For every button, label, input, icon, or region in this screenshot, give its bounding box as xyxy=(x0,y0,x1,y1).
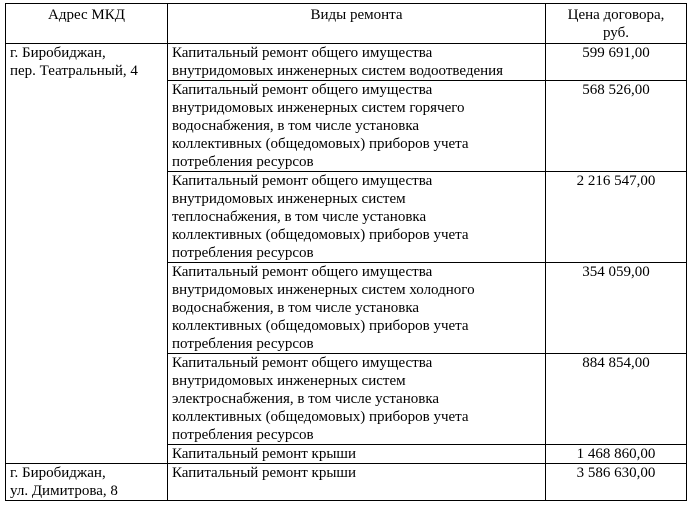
address-cell xyxy=(6,464,168,501)
repair-type-line: потребления ресурсов xyxy=(172,427,314,443)
repair-type-line: водоснабжения, в том числе установка xyxy=(172,300,420,316)
price-cell: 354 059,00 xyxy=(546,263,687,354)
repair-type-line: внутридомовых инженерных систем холодного xyxy=(172,282,475,298)
repair-type-line: Капитальный ремонт общего имущества xyxy=(172,173,433,189)
table-body xyxy=(6,44,687,501)
address-line: г. Биробиджан, xyxy=(10,45,106,61)
repair-type-line: электроснабжения, в том числе установка xyxy=(172,391,440,407)
repair-type-line: коллективных (общедомовых) приборов учета xyxy=(172,318,469,334)
price-cell: 3 586 630,00 xyxy=(546,464,687,501)
header-price-line2: руб. xyxy=(603,25,629,41)
repair-type-line: Капитальный ремонт общего имущества xyxy=(172,45,433,61)
address-line: пер. Театральный, 4 xyxy=(10,63,138,79)
repair-type-line: водоснабжения, в том числе установка xyxy=(172,118,420,134)
repair-type-cell xyxy=(168,354,546,445)
repair-type-line: внутридомовых инженерных систем xyxy=(172,373,406,389)
repair-type-line: потребления ресурсов xyxy=(172,245,314,261)
price-cell: 884 854,00 xyxy=(546,354,687,445)
repair-type-cell xyxy=(168,172,546,263)
repair-type-line: Капитальный ремонт крыши xyxy=(172,446,356,462)
price-cell: 1 468 860,00 xyxy=(546,445,687,464)
repair-type-line: Капитальный ремонт общего имущества xyxy=(172,355,433,371)
address-line: ул. Димитрова, 8 xyxy=(10,483,118,499)
repair-contracts-table xyxy=(5,3,687,501)
repair-type-line: коллективных (общедомовых) приборов учета xyxy=(172,136,469,152)
repair-type-line: Капитальный ремонт общего имущества xyxy=(172,264,433,280)
repair-type-line: Капитальный ремонт общего имущества xyxy=(172,82,433,98)
repair-type-line: коллективных (общедомовых) приборов учета xyxy=(172,227,469,243)
repair-type-line: потребления ресурсов xyxy=(172,336,314,352)
header-repair-type: Виды ремонта xyxy=(168,4,546,44)
repair-type-cell xyxy=(168,81,546,172)
repair-type-cell xyxy=(168,263,546,354)
price-cell: 2 216 547,00 xyxy=(546,172,687,263)
table-row xyxy=(6,44,687,81)
address-line: г. Биробиджан, xyxy=(10,465,106,481)
repair-type-cell xyxy=(168,464,546,501)
address-cell xyxy=(6,44,168,464)
repair-type-line: коллективных (общедомовых) приборов учета xyxy=(172,409,469,425)
repair-type-cell xyxy=(168,44,546,81)
repair-type-cell xyxy=(168,445,546,464)
header-address: Адрес МКД xyxy=(6,4,168,44)
repair-type-line: теплоснабжения, в том числе установка xyxy=(172,209,427,225)
price-cell: 568 526,00 xyxy=(546,81,687,172)
header-price-line1: Цена договора, xyxy=(567,7,665,23)
table-row xyxy=(6,464,687,501)
repair-type-line: внутридомовых инженерных систем xyxy=(172,191,406,207)
price-cell: 599 691,00 xyxy=(546,44,687,81)
repair-type-line: внутридомовых инженерных систем водоотведения xyxy=(172,63,504,79)
repair-type-line: Капитальный ремонт крыши xyxy=(172,465,356,481)
repair-type-line: внутридомовых инженерных систем горячего xyxy=(172,100,465,116)
table-header-row xyxy=(6,4,687,44)
header-price xyxy=(546,4,687,44)
repair-type-line: потребления ресурсов xyxy=(172,154,314,170)
